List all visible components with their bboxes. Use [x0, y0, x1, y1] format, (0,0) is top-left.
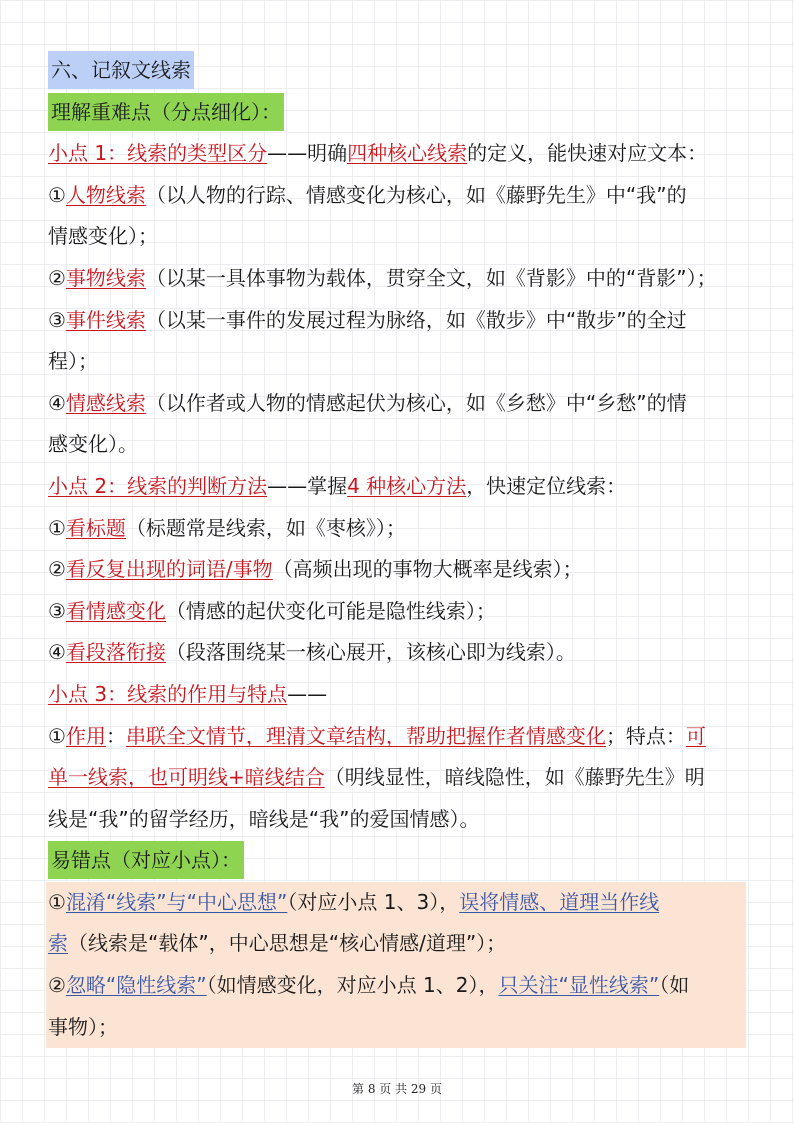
role-label: 作用 [65, 723, 106, 748]
list-item: ③事件线索（以某一事件的发展过程为脉络，如《散步》中“散步”的全过 [48, 307, 687, 332]
list-item: ④情感线索（以作者或人物的情感起伏为核心，如《乡愁》中“乡愁”的情 [48, 390, 687, 415]
method-title: 看标题 [65, 515, 126, 540]
point2-key: 4 种核心方法 [347, 473, 467, 498]
point1-heading: 小点 1：线索的类型区分——明确四种核心线索的定义，能快速对应文本： [48, 141, 708, 166]
mistake-2-line2: 事物）； [48, 1014, 118, 1039]
point3-heading: 小点 3：线索的作用与特点—— [48, 681, 328, 706]
term-emotion-clue: 情感线索 [65, 390, 146, 415]
mistake-1-detail: 误将情感、道理当作线 [459, 889, 660, 914]
method-repetition: 看反复出现的词语/事物 [65, 557, 273, 582]
point3-line2: 单一线索，也可明线+暗线结合（明线显性，暗线隐性，如《藤野先生》明 [48, 765, 705, 790]
heading-line [48, 50, 748, 92]
point3-title: 小点 3：线索的作用与特点 [48, 681, 288, 706]
point2-heading: 小点 2：线索的判断方法——掌握4 种核心方法，快速定位线索： [48, 473, 627, 498]
list-item-continued: 情感变化）； [48, 224, 158, 249]
mistake-2-term: 忽略“隐性线索” [65, 973, 207, 998]
subheading-line [48, 92, 748, 134]
term-person-clue: 人物线索 [65, 182, 146, 207]
point1-title: 小点 1：线索的类型区分 [48, 141, 268, 166]
list-item-continued: 程）； [48, 349, 98, 374]
subheading-line [48, 840, 748, 882]
section-heading-difficulties: 理解重难点（分点细化）： [48, 93, 284, 131]
mistakes-box [46, 882, 746, 1048]
point3-line1: ①作用：串联全文情节，理清文章结构，帮助把握作者情感变化；特点：可 [48, 723, 706, 748]
list-item: ③看情感变化（情感的起伏变化可能是隐性线索）； [48, 598, 496, 623]
list-item-continued: 感变化）。 [48, 432, 138, 457]
mistake-2-line1: ②忽略“隐性线索”（如情感变化，对应小点 1、2），只关注“显性线索”（如 [48, 973, 690, 998]
feature-text: 单一线索，也可明线+暗线结合 [48, 765, 325, 790]
mistake-1-line1: ①混淆“线索”与“中心思想”（对应小点 1、3），误将情感、道理当作线 [48, 889, 660, 914]
mistake-1-detail-end: 索 [48, 931, 68, 956]
mistake-1-line2: 索（线索是“载体”，中心思想是“核心情感/道理”）； [48, 931, 507, 956]
page-number: 第 8 页 共 29 页 [352, 1082, 442, 1096]
point3-line3: 线是“我”的留学经历，暗线是“我”的爱国情感）。 [48, 806, 480, 831]
list-item: ①看标题（标题常是线索，如《枣核》）； [48, 515, 406, 540]
section-title: 六、记叙文线索 [48, 51, 194, 89]
list-item: ④看段落衔接（段落围绕某一核心展开，该核心即为线索）。 [48, 640, 576, 665]
list-item: ②事物线索（以某一具体事物为载体，贯穿全文，如《背影》中的“背影”）； [48, 265, 717, 290]
method-paragraph: 看段落衔接 [65, 640, 166, 665]
feature-text-start: 可 [685, 723, 706, 748]
document-body [48, 50, 748, 1048]
section-heading-mistakes: 易错点（对应小点）： [48, 841, 244, 879]
mistake-1-term: 混淆“线索”与“中心思想” [65, 889, 288, 914]
term-object-clue: 事物线索 [65, 265, 146, 290]
method-emotion: 看情感变化 [65, 598, 166, 623]
list-item: ①人物线索（以人物的行踪、情感变化为核心，如《藤野先生》中“我”的 [48, 182, 687, 207]
mistake-2-detail: 只关注“显性线索” [498, 973, 660, 998]
list-item: ②看反复出现的词语/事物（高频出现的事物大概率是线索）； [48, 557, 583, 582]
point1-key: 四种核心线索 [347, 141, 468, 166]
point2-title: 小点 2：线索的判断方法 [48, 473, 268, 498]
term-event-clue: 事件线索 [65, 307, 146, 332]
role-text: 串联全文情节，理清文章结构，帮助把握作者情感变化 [125, 723, 606, 748]
